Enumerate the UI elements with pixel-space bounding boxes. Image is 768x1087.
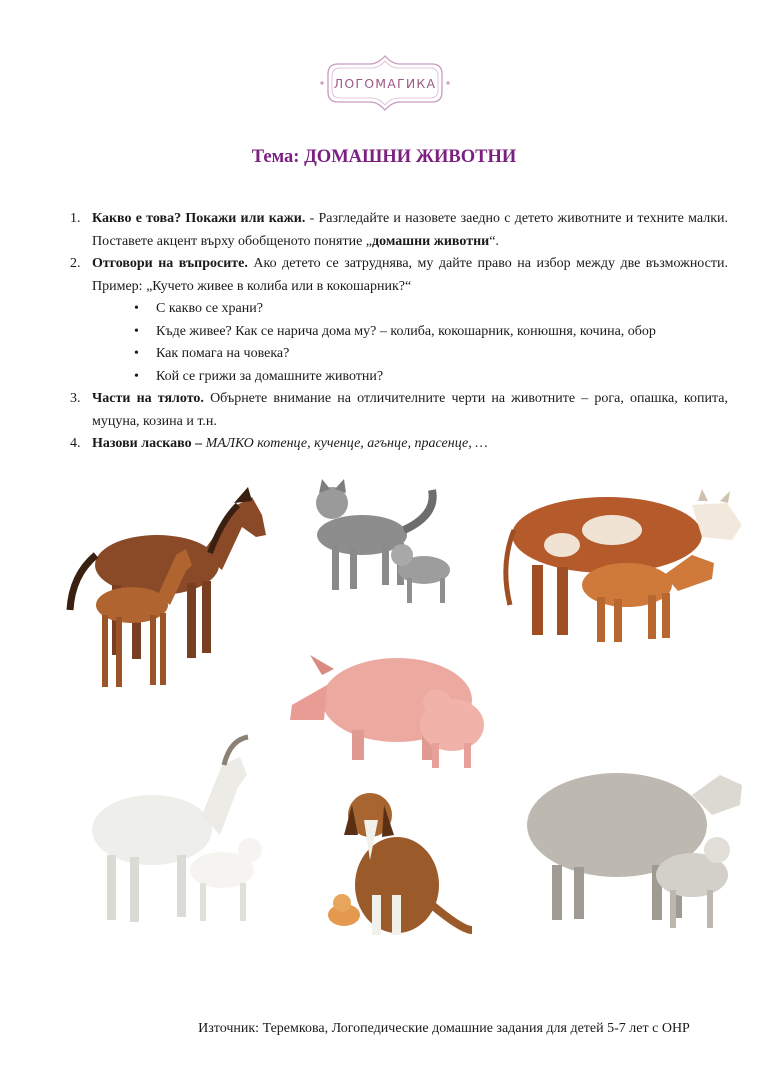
item-heading: Части на тялото. bbox=[92, 391, 204, 406]
item-italic: МАЛКО котенце, кученце, агънце, прасенце, … bbox=[205, 436, 488, 451]
bullet-text: Къде живее? Как се нарича дома му? – колиба, кокошарник, конюшня, кочина, обор bbox=[156, 323, 656, 339]
logo-text: ЛОГОМАГИКА bbox=[333, 75, 437, 91]
item-number: 4. bbox=[70, 436, 81, 451]
item-heading: Какво е това? Покажи или кажи. bbox=[92, 211, 306, 226]
page-title: Тема: ДОМАШНИ ЖИВОТНИ bbox=[251, 147, 517, 167]
sheep-illustration bbox=[527, 773, 742, 928]
logo bbox=[318, 54, 452, 112]
source-note: Източник: Теремкова, Логопедические домашние задания для детей 5-7 лет с ОНР bbox=[198, 1021, 690, 1036]
cat-illustration bbox=[316, 479, 450, 603]
goat-illustration bbox=[92, 737, 262, 922]
animals-illustration bbox=[52, 475, 744, 955]
pig-illustration bbox=[290, 655, 484, 768]
bullet-item bbox=[72, 343, 728, 366]
task-list bbox=[72, 208, 728, 456]
item-heading: Назови ласкаво – bbox=[92, 436, 206, 451]
bullet-item bbox=[72, 366, 728, 389]
item-number: 2. bbox=[70, 256, 81, 271]
item-number: 1. bbox=[70, 211, 81, 226]
horse-illustration bbox=[70, 487, 266, 687]
task-item-3 bbox=[72, 388, 728, 433]
item-text: Ако детето се затруднява, му дайте право на избор между две възможности. Пример: „Кучето живее в колиба или в кокошарник?“ bbox=[92, 256, 728, 294]
bullet-icon: • bbox=[134, 301, 139, 316]
bullet-text: Как помага на човека? bbox=[156, 346, 290, 361]
bullet-text: С какво се храни? bbox=[156, 301, 263, 316]
item-heading: Отговори на въпросите. bbox=[92, 256, 248, 271]
item-text-end: “. bbox=[489, 233, 499, 249]
item-emphasis: домашни животни bbox=[372, 233, 490, 249]
item-text: - Разгледайте и назовете заедно с детето животните и техните малки. Поставете акцент върху обобщеното понятие „ bbox=[92, 211, 729, 249]
item-text: Обърнете внимание на отличителните черти на животните – рога, опашка, копита, муцуна, козина и т.н. bbox=[92, 391, 728, 429]
bullet-icon: • bbox=[134, 323, 139, 339]
task-item-4 bbox=[72, 433, 728, 456]
task-item-2 bbox=[72, 253, 728, 298]
bullet-text: Кой се грижи за домашните животни? bbox=[156, 368, 384, 384]
task-item-1 bbox=[72, 208, 728, 253]
bullet-icon: • bbox=[134, 346, 139, 361]
bullet-item bbox=[72, 321, 728, 344]
bullet-icon: • bbox=[134, 368, 139, 384]
cow-illustration bbox=[506, 489, 742, 642]
item-number: 3. bbox=[70, 391, 81, 406]
bullet-item bbox=[72, 298, 728, 321]
dog-illustration bbox=[328, 793, 472, 935]
